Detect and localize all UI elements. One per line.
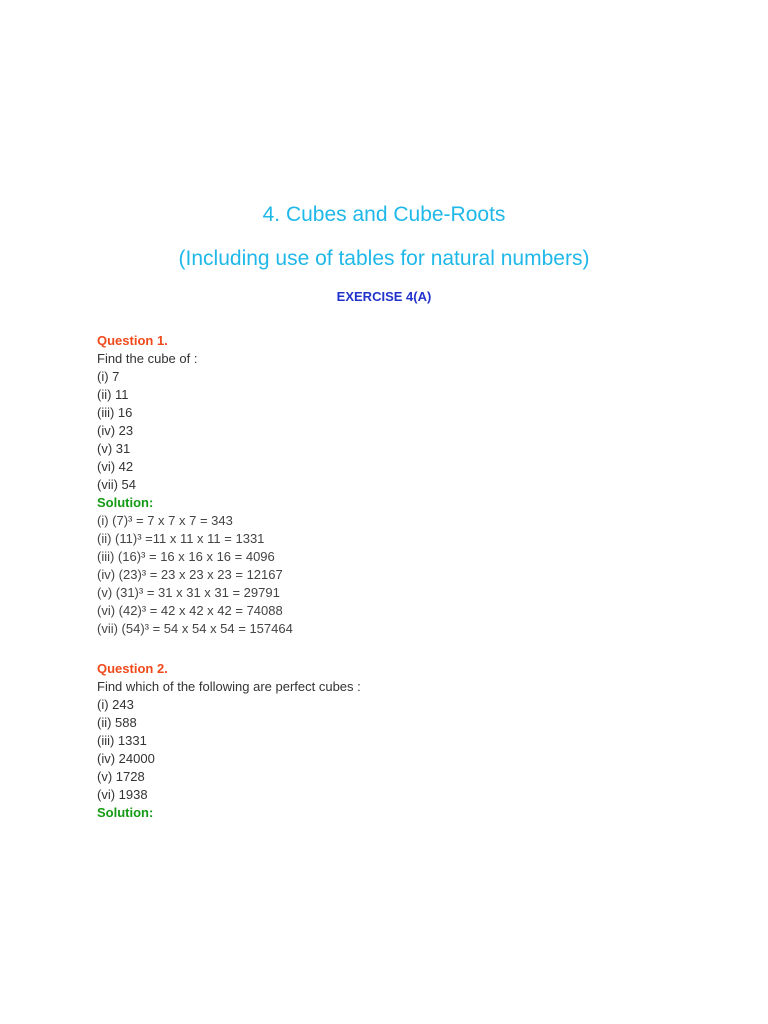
chapter-title: 4. Cubes and Cube-Roots: [262, 203, 506, 226]
question-2-item: (v) 1728: [97, 769, 145, 784]
question-1-item: (i) 7: [97, 369, 120, 384]
question-2-item: (i) 243: [97, 697, 134, 712]
question-2-heading: Question 2.: [97, 661, 168, 676]
solution-1-line: (iii) (16)³ = 16 x 16 x 16 = 4096: [97, 549, 275, 564]
question-2-prompt: Find which of the following are perfect cubes :: [97, 679, 361, 694]
question-1-item: (iii) 16: [97, 405, 133, 420]
solution-1-heading: Solution:: [97, 495, 154, 510]
solution-1-line: (vii) (54)³ = 54 x 54 x 54 = 157464: [97, 621, 293, 636]
question-1-item: (vi) 42: [97, 459, 134, 474]
chapter-subtitle: (Including use of tables for natural numbers): [178, 247, 590, 270]
question-2-item: (iv) 24000: [97, 751, 155, 766]
question-2-block: [97, 660, 361, 822]
solution-2-heading: Solution:: [97, 805, 154, 820]
question-2-item: (ii) 588: [97, 715, 137, 730]
exercise-heading: EXERCISE 4(A): [336, 289, 432, 304]
solution-1-line: (vi) (42)³ = 42 x 42 x 42 = 74088: [97, 603, 283, 618]
solution-1-line: (iv) (23)³ = 23 x 23 x 23 = 12167: [97, 567, 283, 582]
question-1-item: (ii) 11: [97, 387, 129, 402]
question-1-block: [97, 332, 293, 638]
solution-1-line: (v) (31)³ = 31 x 31 x 31 = 29791: [97, 585, 280, 600]
question-1-item: (iv) 23: [97, 423, 134, 438]
question-1-item: (v) 31: [97, 441, 131, 456]
question-1-item: (vii) 54: [97, 477, 137, 492]
question-1-prompt: Find the cube of :: [97, 351, 198, 366]
solution-1-line: (i) (7)³ = 7 x 7 x 7 = 343: [97, 513, 233, 528]
question-1-heading: Question 1.: [97, 333, 168, 348]
question-2-item: (iii) 1331: [97, 733, 147, 748]
solution-1-line: (ii) (11)³ =11 x 11 x 11 = 1331: [97, 531, 265, 546]
question-2-item: (vi) 1938: [97, 787, 148, 802]
